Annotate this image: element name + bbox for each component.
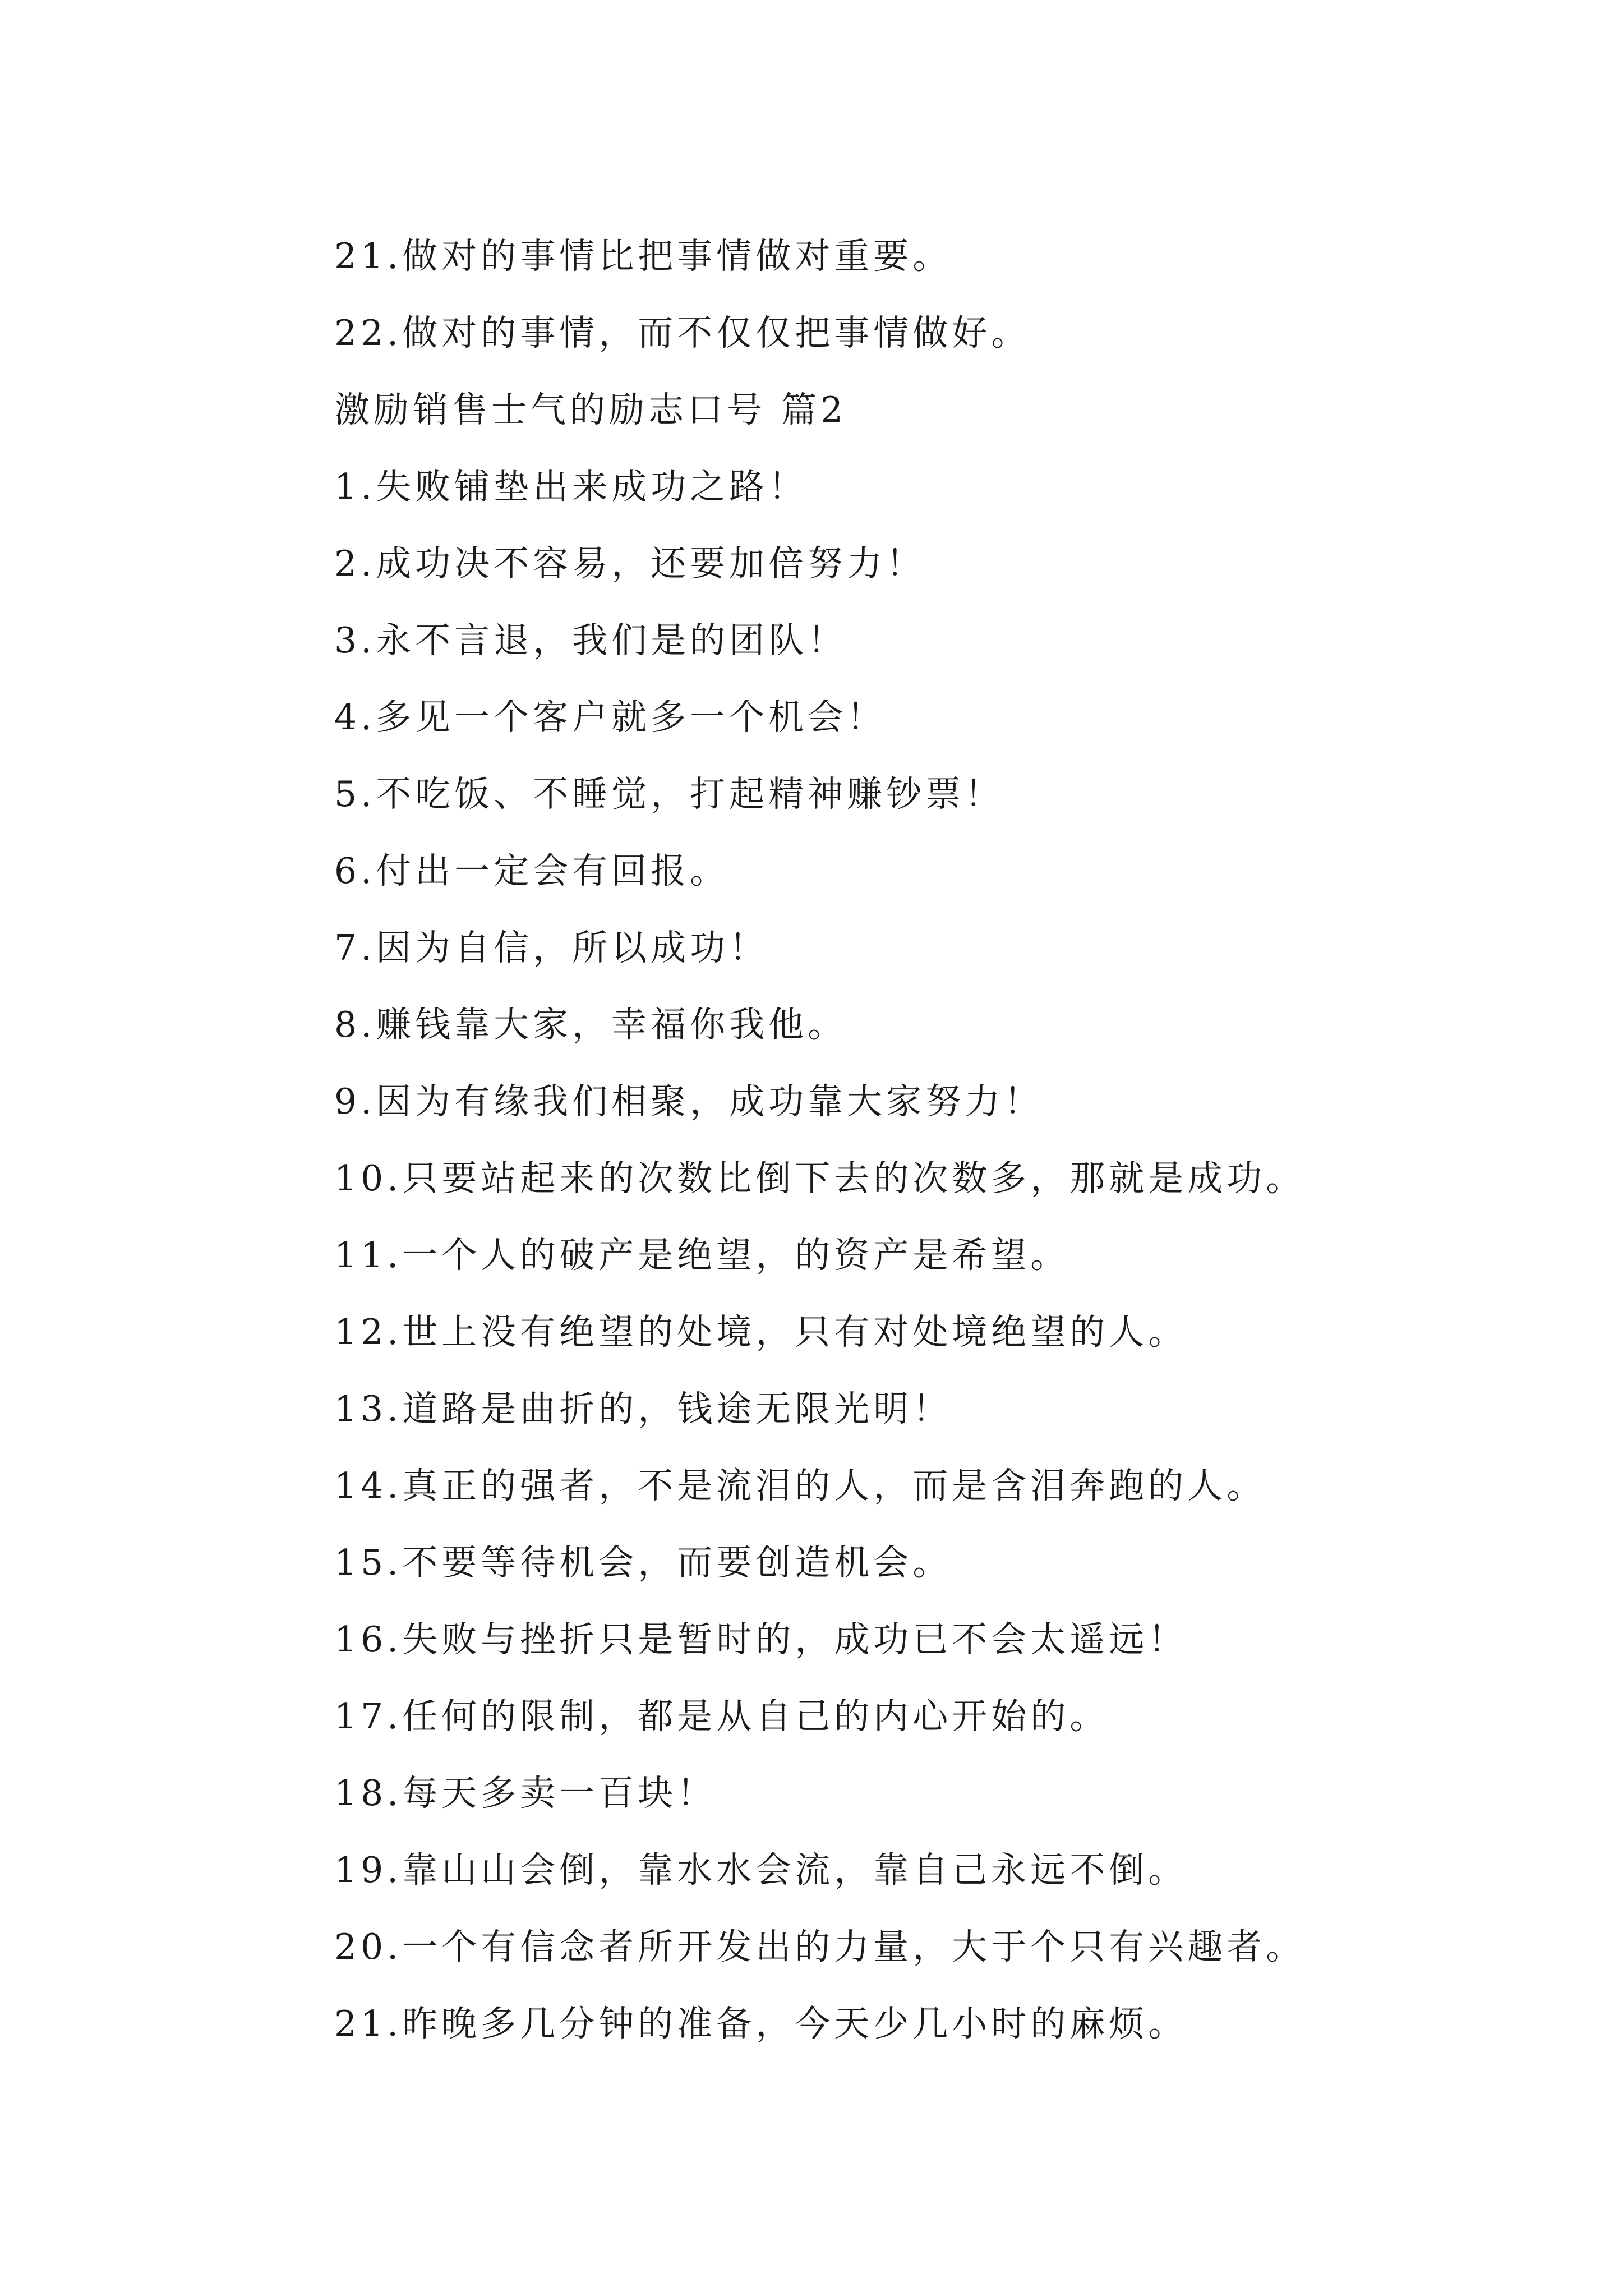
list-item: 7.因为自信，所以成功！ [334, 927, 769, 968]
list-item: 15.不要等待机会，而要创造机会。 [334, 1542, 952, 1583]
list-item: 19.靠山山会倒，靠水水会流，靠自己永远不倒。 [334, 1849, 1188, 1890]
list-item: 20.一个有信念者所开发出的力量，大于个只有兴趣者。 [334, 1926, 1306, 1967]
list-item: 8.赚钱靠大家，幸福你我他。 [334, 1004, 847, 1045]
list-item: 6.付出一定会有回报。 [334, 850, 730, 891]
list-item: 4.多见一个客户就多一个机会！ [334, 697, 887, 738]
list-item: 3.永不言退，我们是的团队！ [334, 620, 847, 661]
list-item: 22.做对的事情，而不仅仅把事情做好。 [334, 312, 1031, 353]
list-item: 12.世上没有绝望的处境，只有对处境绝望的人。 [334, 1312, 1188, 1352]
list-item: 9.因为有缘我们相聚，成功靠大家努力！ [334, 1081, 1044, 1122]
list-item: 16.失败与挫折只是暂时的，成功已不会太遥远！ [334, 1619, 1188, 1660]
list-item: 10.只要站起来的次数比倒下去的次数多，那就是成功。 [334, 1158, 1306, 1199]
list-item: 14.真正的强者，不是流泪的人，而是含泪奔跑的人。 [334, 1465, 1266, 1506]
section-heading: 激励销售士气的励志口号 篇2 [334, 389, 847, 430]
document-body [334, 218, 1534, 2062]
list-item: 5.不吃饭、不睡觉，打起精神赚钞票！ [334, 774, 1004, 815]
list-item: 21.昨晚多几分钟的准备，今天少几小时的麻烦。 [334, 2003, 1188, 2044]
list-item: 21.做对的事情比把事情做对重要。 [334, 236, 952, 277]
list-item: 2.成功决不容易，还要加倍努力！ [334, 543, 926, 584]
list-item: 1.失败铺垫出来成功之路！ [334, 466, 808, 507]
list-item: 11.一个人的破产是绝望，的资产是希望。 [334, 1235, 1070, 1276]
list-item: 18.每天多卖一百块！ [334, 1773, 717, 1814]
list-item: 17.任何的限制，都是从自己的内心开始的。 [334, 1696, 1109, 1737]
list-item: 13.道路是曲折的，钱途无限光明！ [334, 1388, 952, 1429]
